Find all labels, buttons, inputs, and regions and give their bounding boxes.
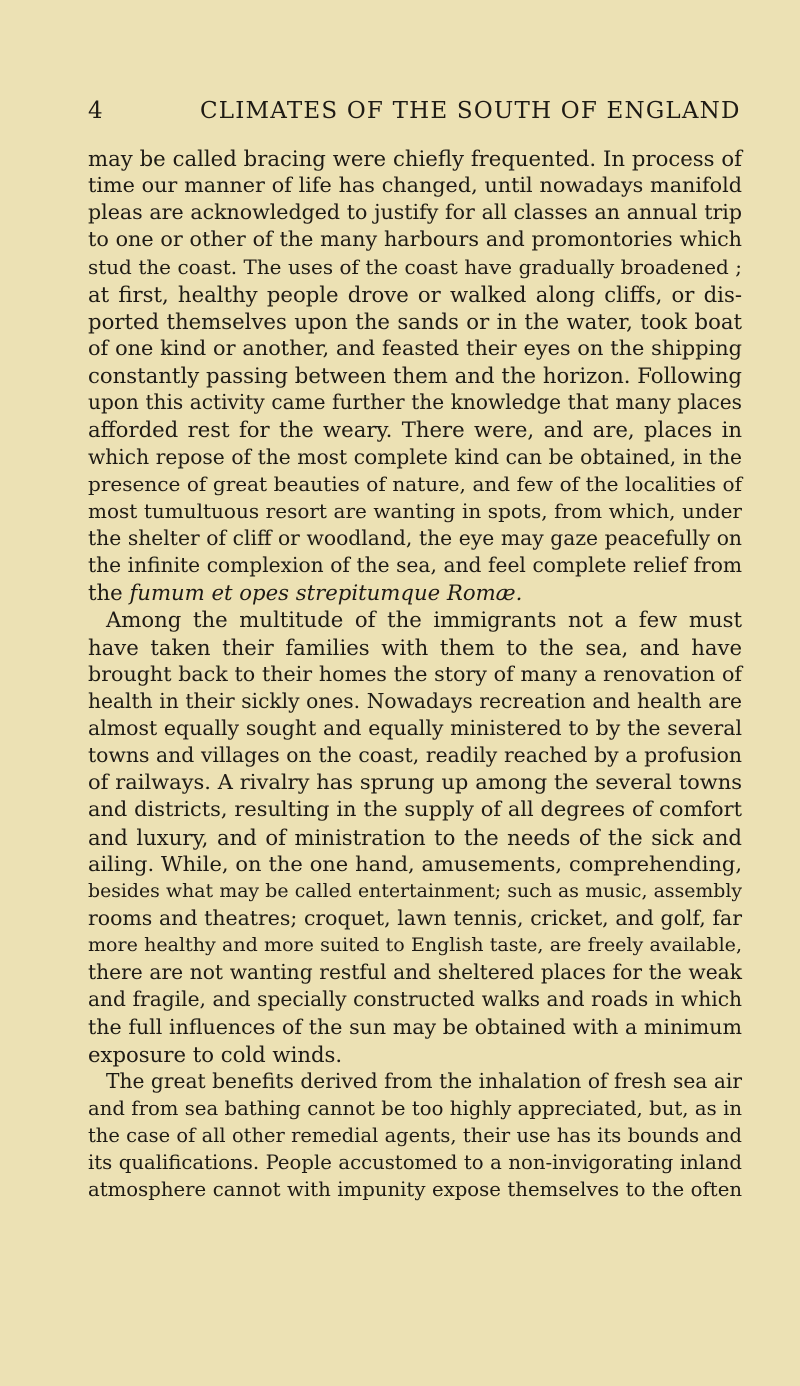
text-line: and fragile, and specially constructed walks and roads in which: [88, 987, 742, 1012]
text-line: of railways. A rivalry has sprung up among the several towns: [88, 770, 742, 795]
text-line: stud the coast. The uses of the coast have gradually broadened ;: [88, 255, 742, 279]
text-line: afforded rest for the weary. There were, and are, places in: [88, 417, 742, 443]
text-line: upon this activity came further the knowledge that many places: [88, 390, 742, 415]
text-line: the shelter of cliff or woodland, the eye may gaze peacefully on: [88, 525, 742, 550]
line-start: the: [88, 580, 123, 606]
body-text: [88, 145, 742, 1203]
page-header: [88, 98, 742, 126]
text-line: may be called bracing were chiefly frequented. In process of: [88, 146, 742, 171]
text-line: the case of all other remedial agents, their use has its bounds and: [88, 1124, 742, 1148]
text-line: more healthy and more suited to English taste, are freely available,: [88, 934, 742, 957]
text-line: atmosphere cannot with impunity expose themselves to the often: [88, 1178, 742, 1202]
paragraph-end: exposure to cold winds.: [88, 1041, 343, 1067]
text-line-with-quote: [88, 579, 742, 606]
text-line: most tumultuous resort are wanting in spots, from which, under: [88, 498, 742, 523]
text-line: towns and villages on the coast, readily reached by a profusion: [88, 743, 742, 768]
text-line: rooms and theatres; croquet, lawn tennis, cricket, and golf, far: [88, 905, 742, 930]
text-line: to one or other of the many harbours and promontories which: [88, 227, 742, 252]
text-line: constantly passing between them and the horizon. Following: [88, 363, 742, 389]
text-line: its qualifications. People accustomed to a non-invigorating inland: [88, 1151, 742, 1175]
text-line: at first, healthy people drove or walked along cliffs, or dis-: [88, 281, 742, 307]
text-line: pleas are acknowledged to justify for all classes an annual trip: [88, 200, 742, 225]
text-line: time our manner of life has changed, until nowadays manifold: [88, 173, 742, 198]
text-line: the full influences of the sun may be obtained with a minimum: [88, 1014, 742, 1039]
running-title: CLIMATES OF THE SOUTH OF ENGLAND: [200, 98, 741, 124]
text-line: health in their sickly ones. Nowadays recreation and health are: [88, 688, 742, 713]
text-line: almost equally sought and equally ministered to by the several: [88, 715, 742, 740]
text-line: presence of great beauties of nature, and few of the localities of: [88, 471, 742, 496]
page-number: 4: [88, 98, 104, 124]
text-line: and luxury, and of ministration to the needs of the sick and: [88, 824, 742, 850]
latin-quotation: fumum et opes strepitumque Romæ.: [129, 580, 523, 606]
text-line: which repose of the most complete kind can be obtained, in the: [88, 444, 742, 469]
text-line: brought back to their homes the story of many a renovation of: [88, 661, 742, 686]
text-line: have taken their families with them to the sea, and have: [88, 634, 742, 660]
text-line: the infinite complexion of the sea, and feel complete relief from: [88, 553, 742, 578]
text-line: besides what may be called entertainment; such as music, assembly: [88, 880, 742, 902]
text-line: of one kind or another, and feasted their eyes on the shipping: [88, 335, 742, 360]
text-line: ported themselves upon the sands or in the water, took boat: [88, 308, 742, 334]
text-line: and districts, resulting in the supply of all degrees of comfort: [88, 797, 742, 822]
text-line: ailing. While, on the one hand, amusements, comprehending,: [88, 851, 742, 876]
text-line: and from sea bathing cannot be too highly appreciated, but, as in: [88, 1096, 742, 1120]
paragraph-start: Among the multitude of the immigrants not a few must: [106, 607, 742, 633]
text-line: there are not wanting restful and sheltered places for the weak: [88, 960, 742, 985]
paragraph-start: The great benefits derived from the inhalation of fresh sea air: [106, 1068, 742, 1093]
